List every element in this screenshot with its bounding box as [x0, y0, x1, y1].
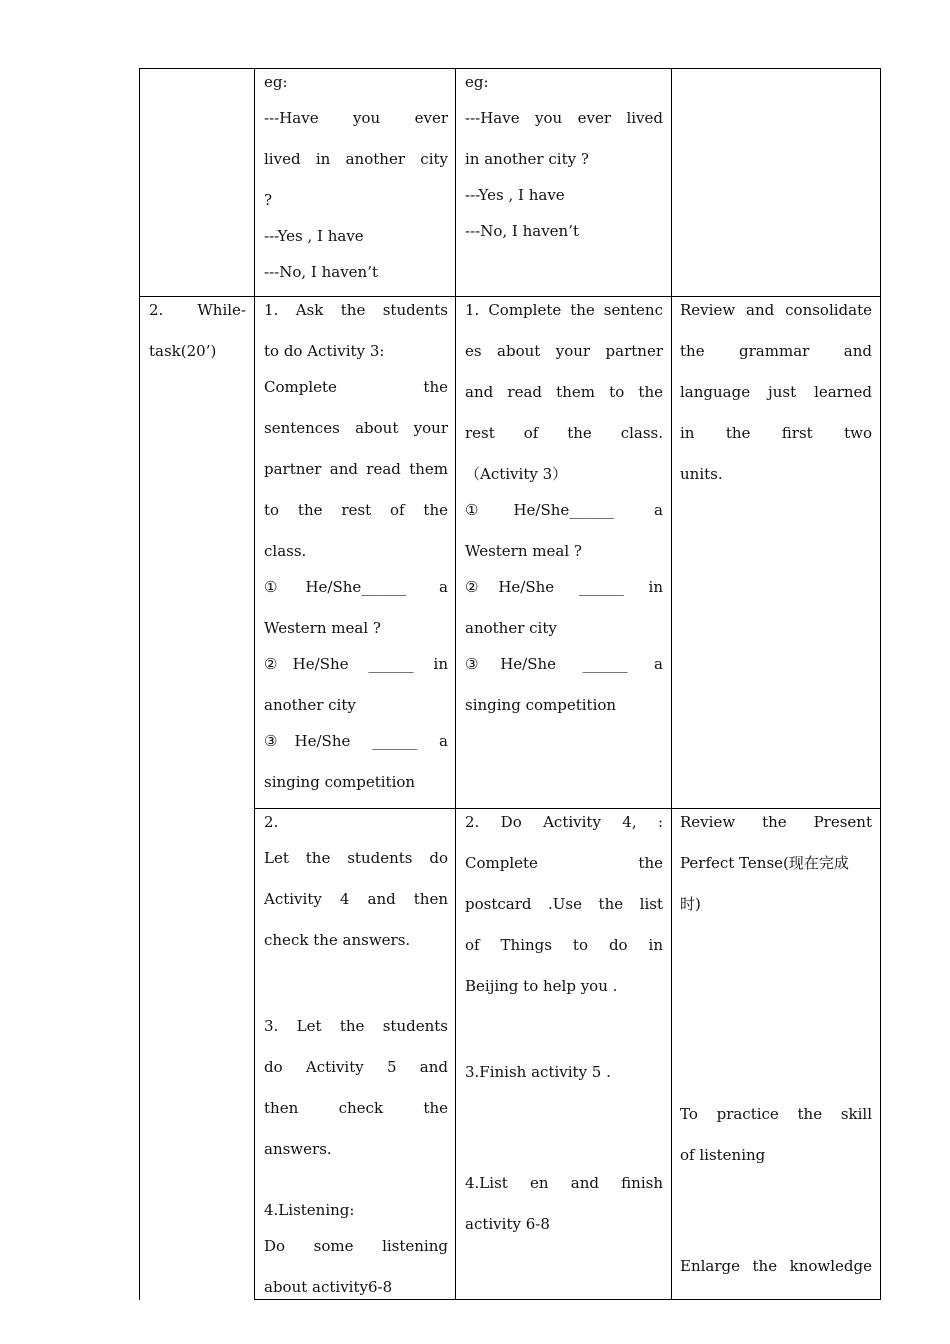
cell-line: （Activity 3）: [465, 465, 568, 483]
cell-line: es about your partner: [465, 342, 663, 360]
cell-line: 1. Complete the sentenc: [465, 301, 663, 319]
fill-blank-line: ①He/She______ a: [465, 501, 663, 519]
cell-line: another city: [264, 696, 356, 714]
stage-duration: task(20’): [149, 342, 217, 360]
cell-line: Perfect Tense(现在完成: [680, 854, 849, 872]
table-border-right: [880, 68, 881, 1300]
cell-line: class.: [264, 542, 307, 560]
row-divider-1: [139, 296, 881, 297]
cell-line: another city: [465, 619, 557, 637]
cell-line: Do some listening: [264, 1237, 448, 1255]
cell-line: language just learned: [680, 383, 872, 401]
cell-line: ---Yes , I have: [465, 186, 565, 204]
cell-line: ---No, I haven’t: [264, 263, 379, 281]
row1-student-cell: [465, 72, 663, 292]
cell-line: eg:: [465, 73, 489, 91]
table-bottom-partial: [254, 1299, 881, 1300]
cell-line: 1. Ask the students: [264, 301, 448, 319]
cell-line: sentences about your: [264, 419, 448, 437]
cell-line: Let the students do: [264, 849, 448, 867]
cell-line: of listening: [680, 1146, 766, 1164]
cell-line: Review the Present: [680, 813, 872, 831]
cell-line: do Activity 5 and: [264, 1058, 448, 1076]
cell-line: Western meal ?: [465, 542, 582, 560]
cell-line: ---Have you ever: [264, 109, 448, 127]
row2-purpose-cell: [680, 300, 872, 500]
table-border-top: [139, 68, 881, 69]
table-divider-2: [455, 68, 456, 1300]
fill-blank-line: ③He/She ______ a: [264, 732, 448, 750]
cell-line: singing competition: [465, 696, 617, 714]
row3-teacher-cell: [264, 812, 448, 1296]
cell-line: 3.Finish activity 5 .: [465, 1063, 611, 1081]
cell-line: Review and consolidate: [680, 301, 872, 319]
row3-purpose-cell: [680, 812, 872, 1296]
cell-line: 4.List en and finish: [465, 1174, 663, 1192]
fill-blank-line: ③He/She ______ a: [465, 655, 663, 673]
cell-line: Enlarge the knowledge: [680, 1257, 872, 1275]
row2-student-cell: [465, 300, 663, 800]
row2-stage-cell: [149, 300, 246, 380]
fill-blank-line: ①He/She______ a: [264, 578, 448, 596]
cell-line: postcard .Use the list: [465, 895, 663, 913]
cell-line: To practice the skill: [680, 1105, 872, 1123]
cell-line: 3. Let the students: [264, 1017, 448, 1035]
cell-line: Complete the: [465, 854, 663, 872]
cell-line: then check the: [264, 1099, 448, 1117]
cell-line: singing competition: [264, 773, 416, 791]
cell-line: Complete the: [264, 378, 448, 396]
row-divider-2: [254, 808, 881, 809]
cell-line: about activity6-8: [264, 1278, 393, 1296]
cell-line: 2.: [264, 813, 279, 831]
cell-line: lived in another city: [264, 150, 448, 168]
cell-line: to the rest of the: [264, 501, 448, 519]
cell-line: of Things to do in: [465, 936, 663, 954]
cell-line: Western meal ?: [264, 619, 381, 637]
cell-line: answers.: [264, 1140, 332, 1158]
cell-line: in another city ?: [465, 150, 589, 168]
cell-line: ---No, I haven’t: [465, 222, 580, 240]
cell-line: units.: [680, 465, 723, 483]
cell-line: 4.Listening:: [264, 1201, 355, 1219]
table-border-left: [139, 68, 140, 1300]
cell-line: Beijing to help you .: [465, 977, 618, 995]
cell-line: the grammar and: [680, 342, 872, 360]
cell-line: ---Have you ever lived: [465, 109, 663, 127]
cell-line: 2. Do Activity 4, :: [465, 813, 663, 831]
table-divider-1: [254, 68, 255, 1300]
fill-blank-line: ②He/She ______ in: [264, 655, 448, 673]
cell-line: rest of the class.: [465, 424, 663, 442]
cell-line: check the answers.: [264, 931, 411, 949]
cell-line: partner and read them: [264, 460, 448, 478]
cell-line: in the first two: [680, 424, 872, 442]
cell-line: ---Yes , I have: [264, 227, 364, 245]
cell-line: to do Activity 3:: [264, 342, 385, 360]
cell-line: Activity 4 and then: [264, 890, 448, 908]
row3-student-cell: [465, 812, 663, 1296]
fill-blank-line: ②He/She ______ in: [465, 578, 663, 596]
cell-line: eg:: [264, 73, 288, 91]
table-divider-3: [671, 68, 672, 1300]
cell-line: ?: [264, 191, 273, 209]
cell-line: 时): [680, 895, 701, 913]
row2-teacher-cell: [264, 300, 448, 800]
row1-teacher-cell: [264, 72, 448, 292]
cell-line: and read them to the: [465, 383, 663, 401]
cell-line: activity 6-8: [465, 1215, 550, 1233]
stage-label: 2. While-: [149, 301, 246, 319]
